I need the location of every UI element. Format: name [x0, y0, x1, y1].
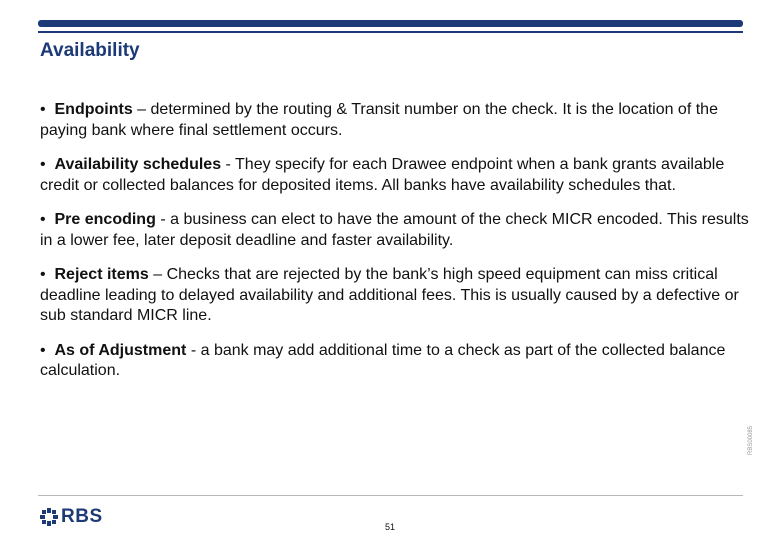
bullet-separator: -	[160, 211, 166, 228]
slide-title: Availability	[40, 40, 140, 61]
bullet-marker: •	[40, 266, 46, 283]
side-reference-code: RBS00085	[748, 425, 754, 455]
bullet-separator: –	[137, 101, 147, 118]
bullet-text: a business can elect to have the amount of the check MICR encoded. This results in a lower fee, later deposit deadline and faster availability.	[40, 211, 749, 249]
bullet-term: Reject items	[54, 266, 149, 283]
bullet-reject-items	[40, 265, 756, 327]
footer-rule	[38, 495, 743, 496]
logo-text: RBS	[61, 506, 103, 527]
bullet-text: a bank may add additional time to a check as part of the collected balance calculation.	[40, 341, 726, 379]
bullet-marker: •	[40, 156, 46, 173]
bullet-text: determined by the routing & Transit number on the check. It is the location of the paying bank where final settlement occurs.	[40, 101, 718, 139]
bullet-term: Availability schedules	[54, 156, 222, 173]
bullet-text: They specify for each Drawee endpoint when a bank grants available credit or collected balances for deposited items. All banks have availability schedules that.	[40, 156, 725, 194]
rbs-daisy-logo-icon	[40, 508, 58, 526]
bullet-marker: •	[40, 211, 46, 228]
header-rule-thick	[38, 20, 743, 27]
bullet-marker: •	[40, 341, 46, 359]
rbs-logo	[40, 505, 103, 529]
bullet-text: Checks that are rejected by the bank’s high speed equipment can miss critical deadline leading to delayed availability and additional fees. This is usually caused by a defective or sub standard MICR line.	[40, 266, 739, 324]
bullet-as-of-adjustment	[40, 341, 756, 382]
bullet-endpoints	[40, 100, 756, 141]
bullet-availability-schedules	[40, 155, 756, 196]
bullet-separator: –	[153, 266, 163, 283]
bullet-term: Pre encoding	[54, 211, 156, 228]
header-rule-thin	[38, 31, 743, 33]
bullet-list	[40, 100, 756, 396]
bullet-separator: -	[225, 156, 231, 173]
bullet-term: Endpoints	[54, 101, 133, 118]
page-number: 51	[385, 522, 396, 532]
bullet-marker: •	[40, 101, 46, 118]
bullet-pre-encoding	[40, 210, 756, 251]
bullet-separator: -	[190, 341, 197, 359]
bullet-term: As of Adjustment	[54, 341, 187, 359]
